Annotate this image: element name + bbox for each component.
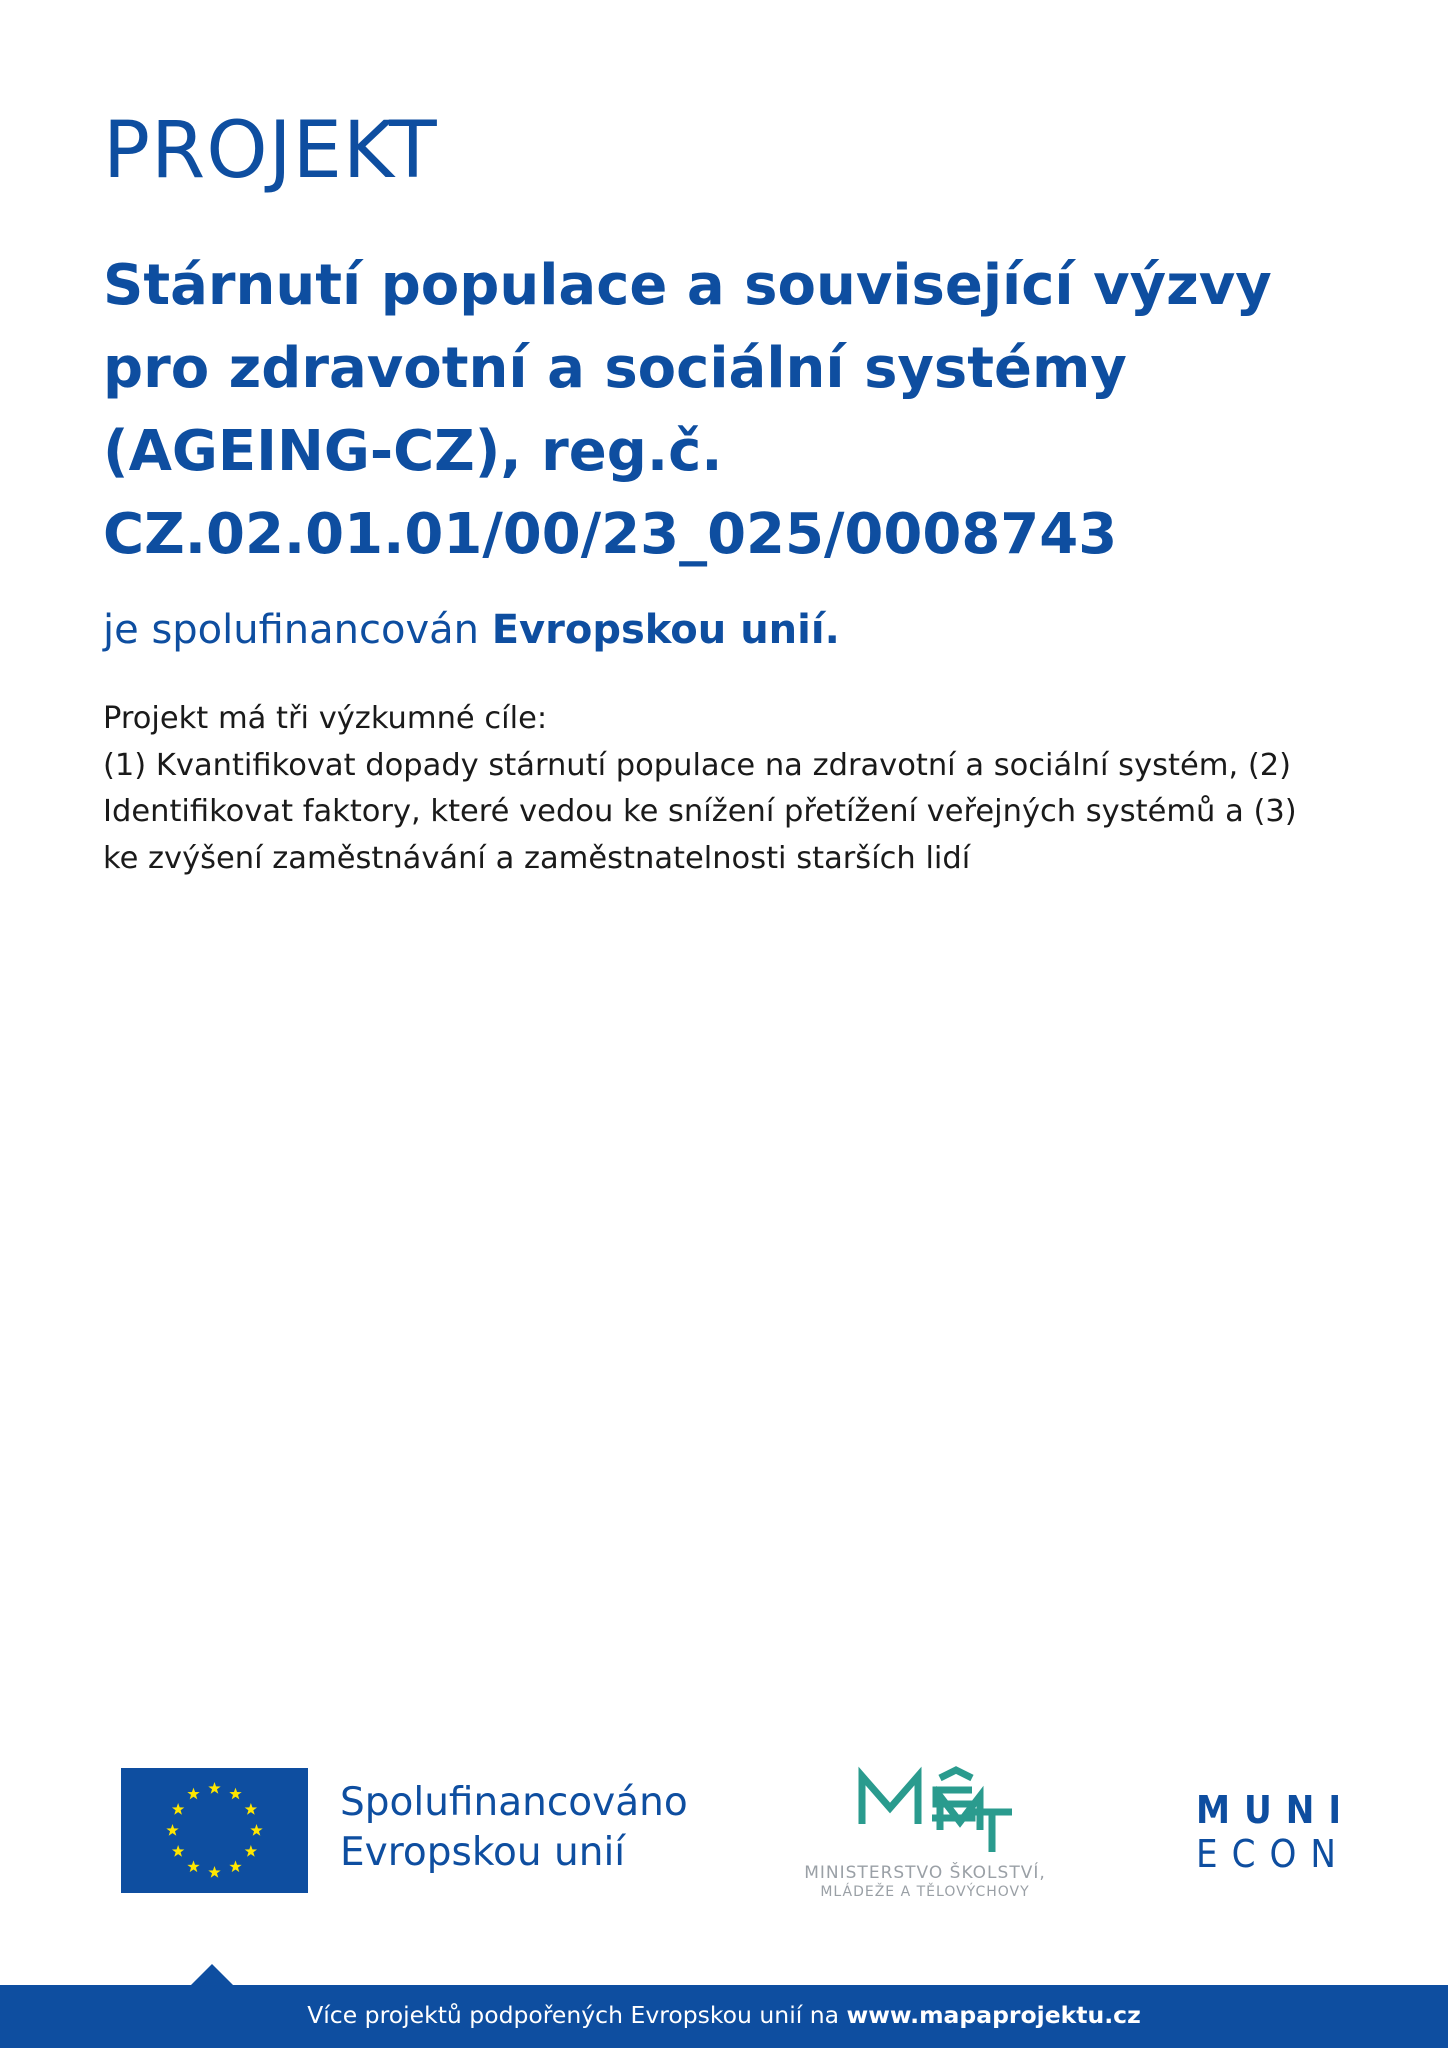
msmt-name-line2: MLÁDEŽE A TĚLOVÝCHOVY [820, 1884, 1030, 1900]
msmt-mark-icon [790, 1766, 1060, 1866]
footer-tab-triangle [190, 1964, 234, 1986]
description-line: Identifikovat faktory, které vedou ke snížení přetížení veřejných systémů a (3) [103, 794, 1297, 829]
cofinanced-prefix: je spolufinancován [103, 607, 480, 653]
muni-text: MUNI [1196, 1788, 1356, 1832]
eu-text-line1: Spolufinancováno [340, 1780, 688, 1825]
title-line: pro zdravotní a sociální systémy [103, 336, 1127, 401]
footer-link[interactable]: www.mapaprojektu.cz [846, 2001, 1141, 2029]
eu-star-icon [172, 1803, 184, 1815]
eu-star-icon [245, 1845, 257, 1857]
eu-cofinanced-text [340, 1778, 688, 1878]
msmt-name [790, 1864, 1060, 1902]
muni-econ-logo [1196, 1788, 1355, 1876]
eu-text-line2: Evropskou unií [340, 1830, 626, 1875]
eu-flag-logo [121, 1768, 308, 1893]
project-description [103, 696, 1393, 882]
eu-star-icon [166, 1824, 178, 1836]
project-label: PROJEKT [103, 106, 438, 196]
eu-star-icon [229, 1788, 241, 1800]
cofinanced-statement [103, 602, 840, 658]
eu-star-icon [245, 1803, 257, 1815]
footer-bar [0, 1985, 1448, 2048]
eu-star-icon [187, 1788, 199, 1800]
eu-star-icon [208, 1866, 220, 1878]
cofinanced-eu: Evropskou unií. [491, 607, 840, 653]
registration-number: CZ.02.01.01/00/23_025/0008743 [103, 502, 1118, 567]
eu-star-icon [172, 1845, 184, 1857]
description-line: Projekt má tři výzkumné cíle: [103, 701, 548, 736]
description-line: (1) Kvantifikovat dopady stárnutí populace na zdravotní a sociální systém, (2) [103, 747, 1292, 783]
logo-strip [0, 1760, 1448, 1900]
eu-star-icon [229, 1860, 241, 1872]
title-line: (AGEING-CZ), reg.č. [103, 419, 723, 484]
msmt-logo [790, 1766, 1060, 1900]
project-title [103, 244, 1363, 576]
title-line: Stárnutí populace a související výzvy [103, 253, 1272, 318]
footer-text: Více projektů podpořených Evropskou unií na [307, 2001, 840, 2029]
msmt-name-line1: MINISTERSTVO ŠKOLSTVÍ, [804, 1863, 1046, 1883]
description-line: ke zvýšení zaměstnávání a zaměstnatelnosti starších lidí [103, 840, 971, 876]
eu-star-icon [250, 1824, 262, 1836]
econ-text: ECON [1196, 1832, 1350, 1876]
eu-star-icon [187, 1860, 199, 1872]
eu-stars-icon [121, 1768, 308, 1893]
eu-star-icon [208, 1782, 220, 1794]
